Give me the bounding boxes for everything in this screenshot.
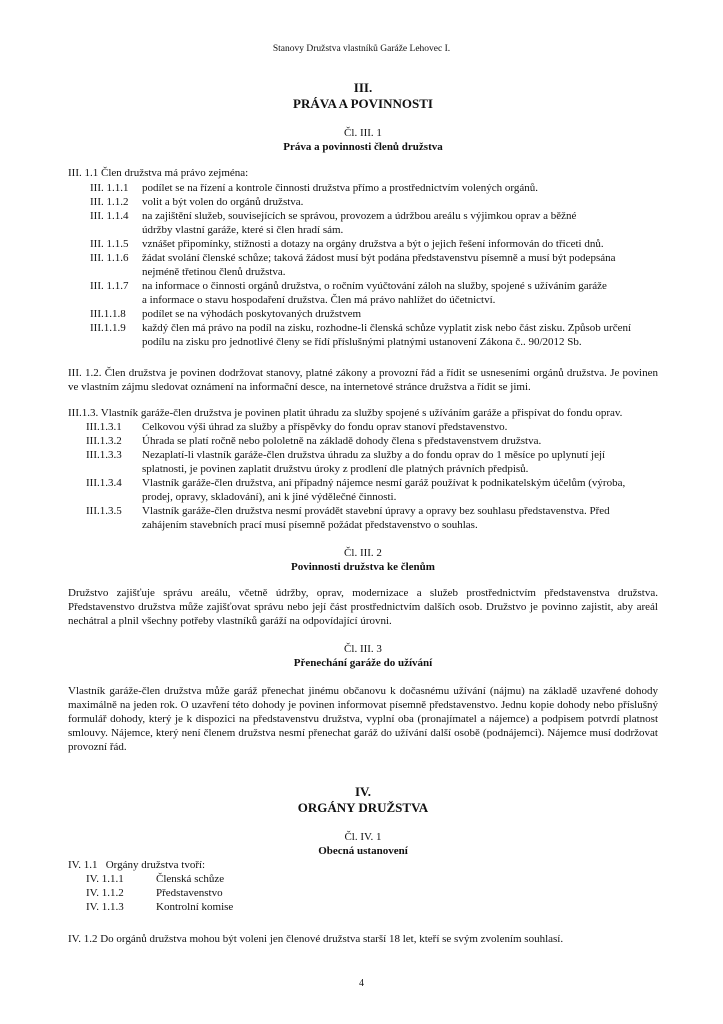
item-text-line: údržby vlastní garáže, které si člen hradí sám. (142, 224, 344, 236)
list-item (90, 209, 675, 237)
obligations-list (86, 420, 676, 532)
list-item (90, 251, 675, 279)
item-text-line: prodej, opravy, skladování), ani k jiné výdělečné činnosti. (142, 491, 397, 503)
item-number: III.1.3.4 (86, 477, 122, 489)
paragraph-body: Družstvo zajišťuje správu areálu, včetně údržby, oprav, modernizace a služeb prostřednictvím představenstva družstva. Představenstvo družstva může zajišťovat správu nebo její část prostřednictvím dalších osob. Družstvo je povinno zajistit, aby areál nechátral a plnil všechny potřeby vlastníků garáží na odpovídající úrovni. (68, 587, 658, 627)
item-text-line: vznášet připomínky, stížnosti a dotazy na orgány družstva a být o jejich řešení informován do třiceti dnů. (142, 238, 604, 250)
list-item (90, 195, 675, 209)
list-item (86, 900, 486, 914)
section-number: III. 1.1 (68, 167, 99, 179)
list-item (86, 886, 486, 900)
paragraph-iv-1-2: IV. 1.2 Do orgánů družstva mohou být voleni jen členové družstva starší 18 let, kteří se svým zvolením souhlasí. (68, 933, 564, 945)
article-heading (68, 830, 658, 858)
item-text-line: Vlastník garáže-člen družstva nesmí provádět stavební úpravy a opravy bez souhlasu představenstva. Před (142, 505, 610, 517)
article-number: Čl. III. 1 (344, 127, 382, 139)
list-item (90, 307, 675, 321)
list-item (86, 434, 676, 448)
running-header: Stanovy Družstva vlastníků Garáže Lehovec I. (272, 44, 451, 54)
item-text-line: Nezaplatí-li vlastník garáže-člen družstva úhradu za služby a do fondu oprav do 1 měsíce po uplynutí její (142, 449, 606, 461)
item-number: III.1.3.1 (86, 421, 122, 433)
section-intro (68, 166, 658, 180)
rights-list (90, 181, 675, 349)
item-text-line: a informace o stavu hospodaření družstva. Člen má právo nahlížet do účetnictví. (142, 294, 496, 306)
list-item (86, 504, 676, 532)
part-number: III. (353, 80, 373, 95)
part-title: PRÁVA A POVINNOSTI (293, 96, 433, 111)
list-item (90, 237, 675, 251)
paragraph-body: Vlastník garáže-člen družstva může garáž přenechat jinému občanovu k dočasnému užívání (nájmu) na základě uzavřené dohody maximálně na jeden rok. O uzavření této dohody je povinen informovat písemně představenstvo. Jednu kopie dohody nebo příslušný formulář dohody, který je k dispozici na představenstvu družstva, vyplní oba (pronajímatel a nájemce) a podpisem potvrdí platnost smlouvy. Nájemce, který není členem družstva nesmí přenechat garáž do užívání další osobě (podnájemci). Nájemce musí dodržovat provozní řád. (68, 685, 658, 753)
section-number: IV. 1.1 (68, 859, 98, 871)
article-title: Přenechání garáže do užívání (293, 657, 433, 669)
item-number: IV. 1.1.3 (86, 901, 124, 913)
item-text-line: podílet se na řízení a kontrole činnosti družstva přímo a prostřednictvím volených orgánů. (142, 182, 538, 194)
article-title: Povinnosti družstva ke členům (291, 561, 435, 573)
page-number: 4 (359, 978, 364, 989)
article-number: Čl. III. 2 (344, 547, 382, 559)
part-iv-heading (68, 784, 658, 816)
item-number: III.1.3.3 (86, 449, 122, 461)
section-text: Člen družstva má právo zejména: (101, 167, 249, 179)
item-number: III.1.1.8 (90, 308, 126, 320)
article-title: Práva a povinnosti členů družstva (283, 141, 443, 153)
item-number: III. 1.1.1 (90, 182, 129, 194)
item-text-line: na informace o činnosti orgánů družstva, o ročním vyúčtování záloh na služby, spojené s užíváním garáže (142, 280, 607, 292)
paragraph-iii-1-3: III.1.3. Vlastník garáže-člen družstva je povinen platit úhradu za služby spojené s užíváním garáže a přispívat do fondu oprav. (68, 407, 623, 419)
item-number: III.1.1.9 (90, 322, 126, 334)
organs-list (86, 872, 486, 914)
list-item (90, 321, 675, 349)
item-number: III. 1.1.7 (90, 280, 129, 292)
article-heading (68, 546, 658, 574)
item-text-line: nejméně třetinou členů družstva. (142, 266, 286, 278)
list-item (86, 476, 676, 504)
item-text-line: na zajištění služeb, souvisejících se správou, provozem a údržbou areálu s výjimkou oprav a běžné (142, 210, 577, 222)
section-intro (68, 858, 658, 872)
item-number: III. 1.1.2 (90, 196, 129, 208)
item-number: IV. 1.1.1 (86, 873, 124, 885)
part-iii-heading (68, 80, 658, 112)
article-number: Čl. IV. 1 (344, 831, 382, 843)
list-item (86, 448, 676, 476)
item-text-line: podílu na zisku pro jednotlivé členy se řídí příslušnými platnými ustanovení Zákona č.. 90/2012 Sb. (142, 336, 582, 348)
article-heading (68, 642, 658, 670)
item-text-line: zahájením stavebních prací musí písemně požádat představenstvo o souhlas. (142, 519, 478, 531)
paragraph-iii-1-2: III. 1.2. Člen družstva je povinen dodržovat stanovy, platné zákony a provozní řád a řídit se usneseními orgánů družstva. Je povinen ve vlastním zájmu sledovat oznámení na informační desce, na internetové stránce družstva a řídit se jimi. (68, 367, 658, 393)
part-title: ORGÁNY DRUŽSTVA (297, 800, 429, 815)
list-item (90, 181, 675, 195)
item-text-line: volit a být volen do orgánů družstva. (142, 196, 304, 208)
item-number: III.1.3.2 (86, 435, 122, 447)
part-number: IV. (354, 784, 372, 799)
item-text-line: podílet se na výhodách poskytovaných družstvem (142, 308, 362, 320)
item-text: Kontrolní komise (156, 901, 234, 913)
section-text: Orgány družstva tvoří: (105, 859, 206, 871)
item-text-line: žádat svolání členské schůze; taková žádost musí být podána představenstvu písemně a musí být podepsána (142, 252, 616, 264)
item-number: III. 1.1.6 (90, 252, 129, 264)
list-item (86, 420, 676, 434)
item-number: III.1.3.5 (86, 505, 122, 517)
item-text: Členská schůze (156, 873, 225, 885)
item-text-line: Vlastník garáže-člen družstva, ani případný nájemce nesmí garáž používat k podnikatelským účelům (výroba, (142, 477, 626, 489)
item-text-line: Celkovou výši úhrad za služby a příspěvky do fondu oprav stanoví představenstvo. (142, 421, 508, 433)
item-text: Představenstvo (156, 887, 223, 899)
list-item (86, 872, 486, 886)
item-number: IV. 1.1.2 (86, 887, 124, 899)
article-heading (68, 126, 658, 154)
item-number: III. 1.1.5 (90, 238, 129, 250)
list-item (90, 279, 675, 307)
article-title: Obecná ustanovení (318, 845, 408, 857)
item-text-line: každý člen má právo na podíl na zisku, rozhodne-li členská schůze vyplatit zisk nebo část zisku. Způsob určení (142, 322, 632, 334)
article-number: Čl. III. 3 (344, 643, 382, 655)
item-text-line: splatnosti, je povinen zaplatit družstvu úroky z prodlení dle platných právních předpisů. (142, 463, 529, 475)
item-text-line: Úhrada se platí ročně nebo pololetně na základě dohody člena s představenstvem družstva. (142, 435, 542, 447)
item-number: III. 1.1.4 (90, 210, 129, 222)
